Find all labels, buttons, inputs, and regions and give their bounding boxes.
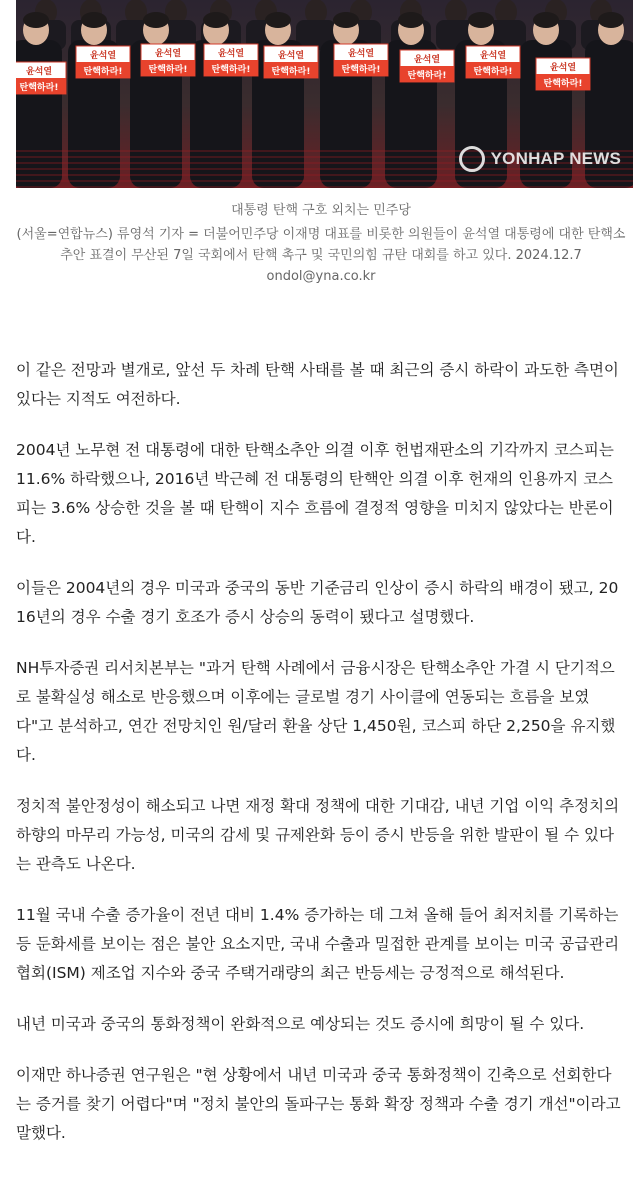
placard <box>141 44 195 76</box>
placard <box>76 46 130 78</box>
placard <box>16 62 66 94</box>
watermark-text: YONHAP NEWS <box>490 149 621 168</box>
placard <box>400 50 454 82</box>
article-paragraph: 정치적 불안정성이 해소되고 나면 재정 확대 정책에 대한 기대감, 내년 기업 이익 추정치의 하향의 마무리 가능성, 미국의 감세 및 규제완화 등이 증시 반등을 위한 발판이 될 수 있다는 관측도 나온다. <box>16 797 620 873</box>
news-photo <box>16 0 633 188</box>
person-hair <box>203 12 229 28</box>
person-hair <box>598 12 624 28</box>
placard-text: 탄핵하라! <box>148 65 188 75</box>
placard <box>264 46 318 78</box>
article-paragraph: 2004년 노무현 전 대통령에 대한 탄핵소추안 의결 이후 헌법재판소의 기각까지 코스피는 11.6% 하락했으나, 2016년 박근혜 전 대통령의 탄핵안 의결 이후 헌재의 인용까지 코스피는 3.6% 상승한 것을 볼 때 탄핵이 지수 흐름에 결정적 영향을 미치지 않았다는 반론이다. <box>16 441 614 546</box>
caption-body: (서울=연합뉴스) 류영석 기자 = 더불어민주당 이재명 대표를 비롯한 의원들이 윤석열 대통령에 대한 탄핵소추안 표결이 무산된 7일 국회에서 탄핵 촉구 및 국민의힘 규탄 대회를 하고 있다. 2024.12.7 ondol@yna.co.kr <box>16 227 626 284</box>
placard-text: 윤석열 <box>25 67 53 77</box>
person-hair <box>333 12 359 28</box>
placard-text: 윤석열 <box>89 51 117 61</box>
placard-text: 탄핵하라! <box>83 67 123 77</box>
placard-text: 윤석열 <box>479 51 507 61</box>
article-paragraph: NH투자증권 리서치본부는 "과거 탄핵 사례에서 금융시장은 탄핵소추안 가결 시 단기적으로 불확실성 해소로 반응했으며 이후에는 글로벌 경기 사이클에 연동되는 흐름을 보였다"고 분석하고, 연간 전망치인 원/달러 환율 상단 1,450원, 코스피 하단 2,250을 유지했다. <box>16 659 616 764</box>
placard-text: 탄핵하라! <box>341 65 381 75</box>
person-hair <box>265 12 291 28</box>
placard-text: 윤석열 <box>154 49 182 59</box>
yonhap-logo-icon <box>459 146 485 172</box>
placard-text: 탄핵하라! <box>211 65 251 75</box>
person-hair <box>143 12 169 28</box>
person-hair <box>468 12 494 28</box>
article-paragraph: 이 같은 전망과 별개로, 앞선 두 차례 탄핵 사태를 볼 때 최근의 증시 하락이 과도한 측면이 있다는 지적도 여전하다. <box>16 361 619 408</box>
article-paragraph: 이재만 하나증권 연구원은 "현 상황에서 내년 미국과 중국 통화정책이 긴축으로 선회한다는 증거를 찾기 어렵다"며 "정치 불안의 돌파구는 통화 확장 정책과 수출 경기 개선"이라고 말했다. <box>16 1066 621 1142</box>
person-hair <box>81 12 107 28</box>
placard-text: 윤석열 <box>217 49 245 59</box>
placard-text: 윤석열 <box>413 55 441 65</box>
placard <box>334 44 388 76</box>
carpet-stripe <box>16 186 633 188</box>
placard-text: 윤석열 <box>347 49 375 59</box>
placard <box>536 58 590 90</box>
photo-watermark <box>459 146 621 172</box>
placard-text: 탄핵하라! <box>473 67 513 77</box>
person-hair <box>398 12 424 28</box>
caption-title: 대통령 탄핵 구호 외치는 민주당 <box>231 203 411 218</box>
article-paragraph: 11월 국내 수출 증가율이 전년 대비 1.4% 증가하는 데 그쳐 올해 들어 최저치를 기록하는 등 둔화세를 보이는 점은 불안 요소지만, 국내 수출과 밀접한 관계를 보이는 미국 공급관리협회(ISM) 제조업 지수와 중국 주택거래량의 최근 반등세는 긍정적으로 해석된다. <box>16 906 620 982</box>
carpet-stripe <box>16 180 633 182</box>
placard <box>466 46 520 78</box>
article-paragraph: 내년 미국과 중국의 통화정책이 완화적으로 예상되는 것도 증시에 희망이 될 수 있다. <box>16 1015 585 1033</box>
person-hair <box>533 12 559 28</box>
article-body <box>16 356 624 1170</box>
placard-text: 탄핵하라! <box>407 71 447 81</box>
placard-text: 윤석열 <box>277 51 305 61</box>
placard <box>204 44 258 76</box>
placard-text: 탄핵하라! <box>543 79 583 89</box>
placard-text: 탄핵하라! <box>271 67 311 77</box>
article-paragraph: 이들은 2004년의 경우 미국과 중국의 동반 기준금리 인상이 증시 하락의 배경이 됐고, 2016년의 경우 수출 경기 호조가 증시 상승의 동력이 됐다고 설명했다. <box>16 579 619 626</box>
carpet-stripe <box>16 174 633 176</box>
person-hair <box>23 12 49 28</box>
photo-caption <box>16 200 626 287</box>
placard-text: 윤석열 <box>549 63 577 73</box>
placard-text: 탄핵하라! <box>19 83 59 93</box>
